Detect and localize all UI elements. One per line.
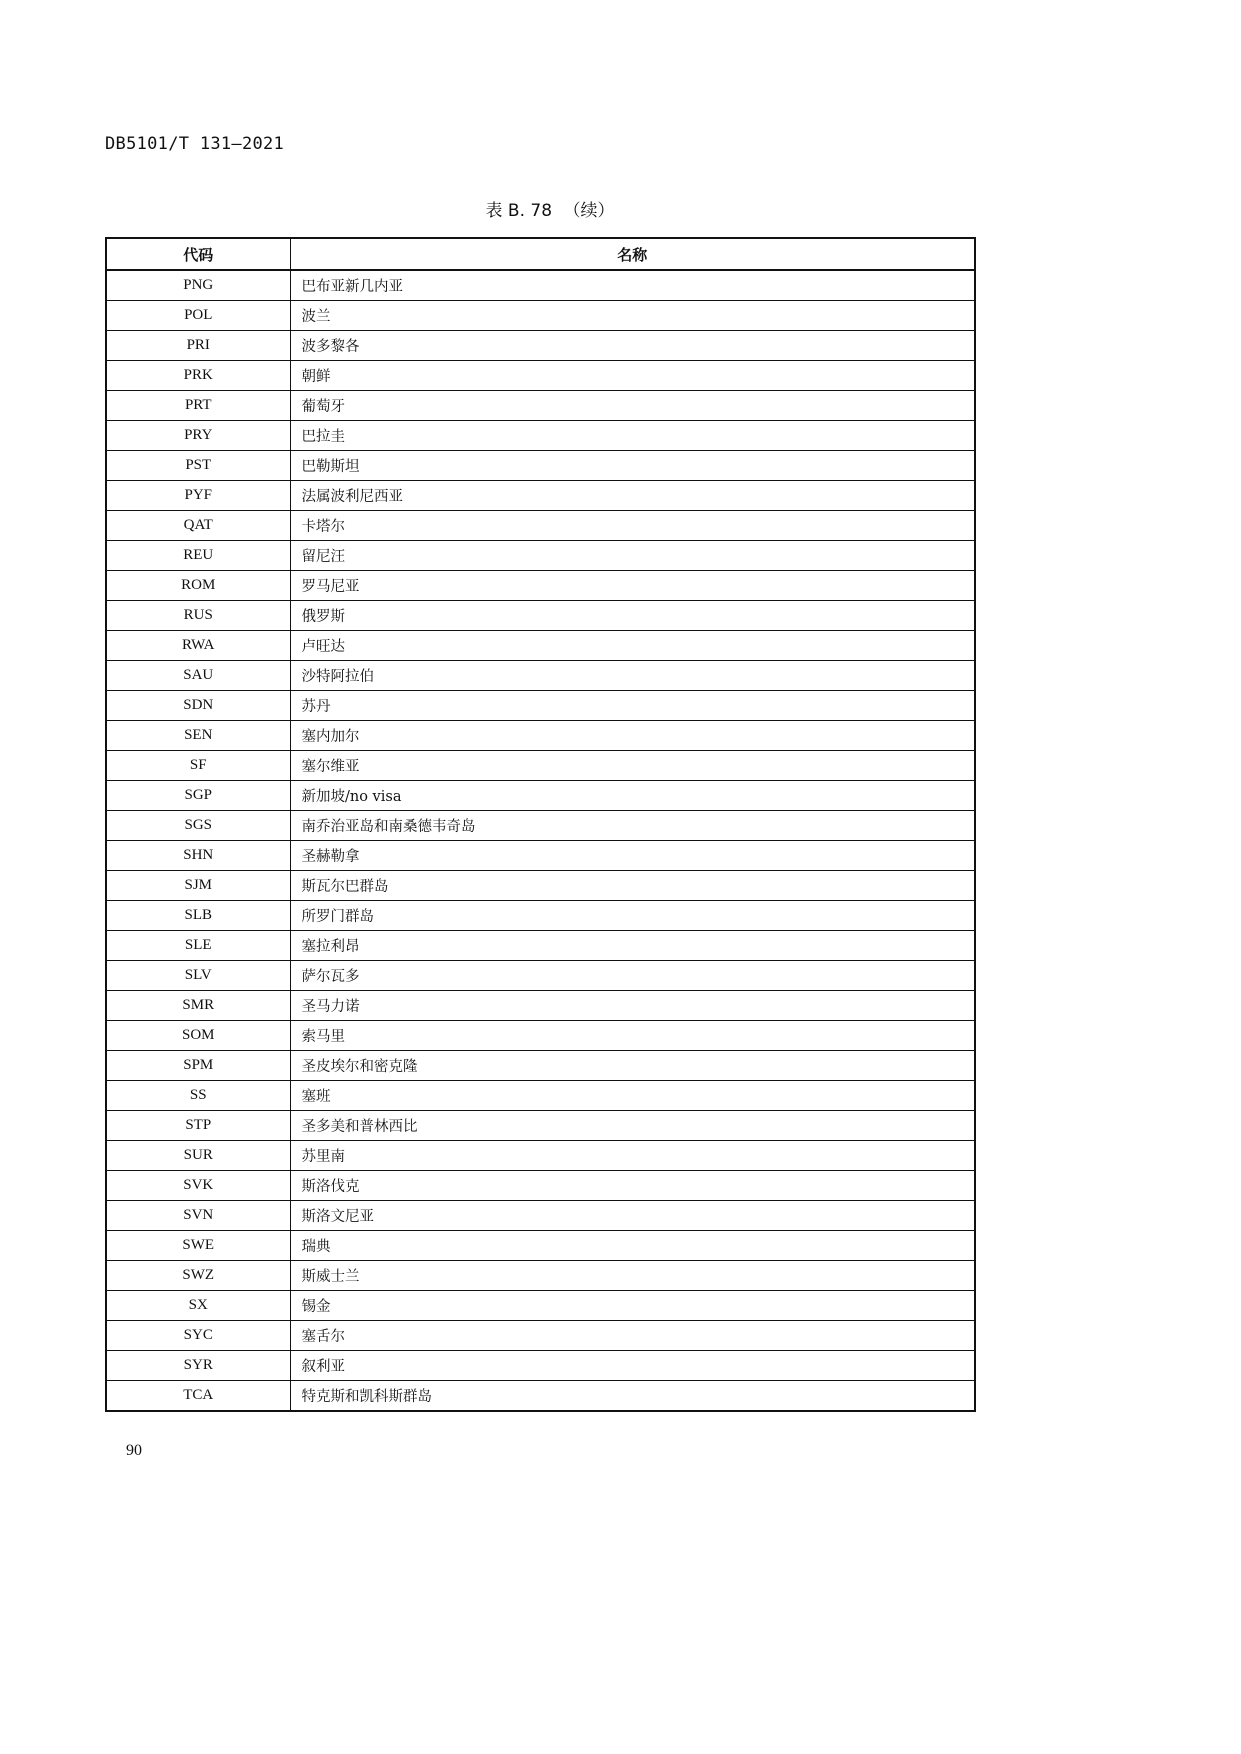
country-name-cell: 俄罗斯: [290, 601, 975, 631]
table-row: [106, 1351, 975, 1381]
table-caption: [0, 196, 1100, 221]
country-code-cell: QAT: [106, 511, 290, 541]
country-code-cell: SYR: [106, 1351, 290, 1381]
table-row: [106, 931, 975, 961]
table-row: [106, 1051, 975, 1081]
country-name-cell: 塞尔维亚: [290, 751, 975, 781]
country-name-cell: 叙利亚: [290, 1351, 975, 1381]
country-code-cell: PYF: [106, 481, 290, 511]
country-name-cell: 所罗门群岛: [290, 901, 975, 931]
country-name-cell: 瑞典: [290, 1231, 975, 1261]
table-row: [106, 331, 975, 361]
country-code-cell: STP: [106, 1111, 290, 1141]
country-name-cell: 朝鲜: [290, 361, 975, 391]
country-code-cell: RUS: [106, 601, 290, 631]
country-code-cell: SUR: [106, 1141, 290, 1171]
table-row: [106, 1171, 975, 1201]
country-code-cell: PRK: [106, 361, 290, 391]
country-name-cell: 圣皮埃尔和密克隆: [290, 1051, 975, 1081]
table-row: [106, 661, 975, 691]
table-row: [106, 691, 975, 721]
country-name-cell: 塞拉利昂: [290, 931, 975, 961]
country-code-cell: SLB: [106, 901, 290, 931]
table-row: [106, 270, 975, 301]
country-code-cell: SS: [106, 1081, 290, 1111]
country-code-cell: PST: [106, 451, 290, 481]
table-row: [106, 481, 975, 511]
country-code-cell: SYC: [106, 1321, 290, 1351]
country-code-cell: SWE: [106, 1231, 290, 1261]
table-row: [106, 301, 975, 331]
country-name-cell: 巴布亚新几内亚: [290, 270, 975, 301]
country-name-cell: 巴拉圭: [290, 421, 975, 451]
country-name-cell: 苏里南: [290, 1141, 975, 1171]
country-name-cell: 法属波利尼西亚: [290, 481, 975, 511]
country-name-cell: 南乔治亚岛和南桑德韦奇岛: [290, 811, 975, 841]
table-row: [106, 811, 975, 841]
table-row: [106, 841, 975, 871]
country-name-cell: 斯洛伐克: [290, 1171, 975, 1201]
table-continued-label: （续）: [563, 201, 615, 221]
country-code-cell: SAU: [106, 661, 290, 691]
country-code-cell: PNG: [106, 270, 290, 301]
country-code-cell: SMR: [106, 991, 290, 1021]
country-code-cell: SVN: [106, 1201, 290, 1231]
country-code-cell: SF: [106, 751, 290, 781]
column-header-code: 代码: [106, 238, 290, 270]
country-code-cell: SPM: [106, 1051, 290, 1081]
table-row: [106, 541, 975, 571]
country-name-cell: 葡萄牙: [290, 391, 975, 421]
country-code-cell: PRI: [106, 331, 290, 361]
country-name-cell: 圣马力诺: [290, 991, 975, 1021]
country-name-cell: 塞内加尔: [290, 721, 975, 751]
table-row: [106, 631, 975, 661]
country-code-cell: SGS: [106, 811, 290, 841]
table-row: [106, 511, 975, 541]
table-row: [106, 361, 975, 391]
country-code-cell: SGP: [106, 781, 290, 811]
table-row: [106, 1321, 975, 1351]
country-code-cell: SDN: [106, 691, 290, 721]
country-code-cell: PRT: [106, 391, 290, 421]
country-code-cell: SVK: [106, 1171, 290, 1201]
country-code-cell: RWA: [106, 631, 290, 661]
table-row: [106, 1141, 975, 1171]
country-name-cell: 波兰: [290, 301, 975, 331]
country-code-cell: SHN: [106, 841, 290, 871]
table-row: [106, 871, 975, 901]
table-row: [106, 991, 975, 1021]
country-code-cell: ROM: [106, 571, 290, 601]
table-header-row: [106, 238, 975, 270]
document-id: DB5101/T 131—2021: [105, 134, 285, 154]
country-code-cell: SX: [106, 1291, 290, 1321]
country-name-cell: 锡金: [290, 1291, 975, 1321]
country-name-cell: 苏丹: [290, 691, 975, 721]
country-name-cell: 罗马尼亚: [290, 571, 975, 601]
country-name-cell: 斯威士兰: [290, 1261, 975, 1291]
country-code-table: [105, 237, 976, 1412]
country-name-cell: 斯瓦尔巴群岛: [290, 871, 975, 901]
table-row: [106, 1381, 975, 1412]
table-body: [106, 270, 975, 1411]
country-code-cell: SLE: [106, 931, 290, 961]
country-name-cell: 圣多美和普林西比: [290, 1111, 975, 1141]
table-row: [106, 421, 975, 451]
table-row: [106, 721, 975, 751]
country-code-cell: SJM: [106, 871, 290, 901]
table-row: [106, 1111, 975, 1141]
country-code-cell: SEN: [106, 721, 290, 751]
country-name-cell: 新加坡/no visa: [290, 781, 975, 811]
country-name-cell: 塞舌尔: [290, 1321, 975, 1351]
table-row: [106, 1291, 975, 1321]
country-name-cell: 萨尔瓦多: [290, 961, 975, 991]
country-name-cell: 圣赫勒拿: [290, 841, 975, 871]
table-row: [106, 1201, 975, 1231]
country-code-cell: REU: [106, 541, 290, 571]
table-row: [106, 391, 975, 421]
table-row: [106, 601, 975, 631]
country-code-cell: SWZ: [106, 1261, 290, 1291]
country-name-cell: 卢旺达: [290, 631, 975, 661]
country-name-cell: 特克斯和凯科斯群岛: [290, 1381, 975, 1412]
table-row: [106, 961, 975, 991]
table-number: 表 B. 78: [485, 201, 553, 221]
country-code-cell: SLV: [106, 961, 290, 991]
table-row: [106, 1081, 975, 1111]
country-name-cell: 波多黎各: [290, 331, 975, 361]
country-name-cell: 卡塔尔: [290, 511, 975, 541]
country-name-cell: 斯洛文尼亚: [290, 1201, 975, 1231]
table-row: [106, 571, 975, 601]
page-number: 90: [126, 1442, 142, 1459]
country-code-cell: SOM: [106, 1021, 290, 1051]
country-code-cell: PRY: [106, 421, 290, 451]
column-header-name: 名称: [290, 238, 975, 270]
table-row: [106, 451, 975, 481]
table-row: [106, 1231, 975, 1261]
table-row: [106, 781, 975, 811]
country-name-cell: 巴勒斯坦: [290, 451, 975, 481]
country-name-cell: 索马里: [290, 1021, 975, 1051]
country-name-cell: 塞班: [290, 1081, 975, 1111]
country-name-cell: 留尼汪: [290, 541, 975, 571]
country-code-cell: TCA: [106, 1381, 290, 1412]
table-row: [106, 751, 975, 781]
country-code-cell: POL: [106, 301, 290, 331]
table-row: [106, 1021, 975, 1051]
country-name-cell: 沙特阿拉伯: [290, 661, 975, 691]
table-row: [106, 901, 975, 931]
table-row: [106, 1261, 975, 1291]
